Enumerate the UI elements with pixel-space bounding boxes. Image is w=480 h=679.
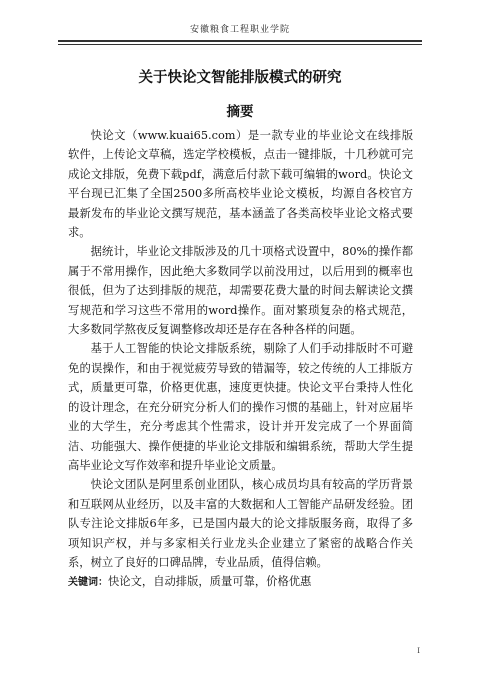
abstract-paragraph-3: 基于人工智能的快论文排版系统，剔除了人们手动排版时不可避免的误操作，和由于视觉疲劳导致的错漏等，较之传统的人工排版方式，质量更可靠，价格更优惠，速度更快捷。快论文平台秉持人性化的设计理念，在充分研究分析人们的操作习惯的基础上，针对应届毕业的大学生，充分考虑其个性需求，设计并开发完成了一个界面简洁、功能强大、操作便捷的毕业论文排版和编辑系统，帮助大学生提高毕业论文写作效率和提升毕业论文质量。 bbox=[68, 342, 413, 472]
keywords-line bbox=[68, 572, 413, 592]
paper-title: 关于快论文智能排版模式的研究 bbox=[138, 70, 342, 86]
abstract-body bbox=[68, 126, 413, 593]
abstract-paragraph-1: 快论文（www.kuai65.com）是一款专业的毕业论文在线排版软件，上传论文草稿，选定学校模板，点击一键排版，十几秒就可完成论文排版，免费下载pdf，满意后付款下载可编辑的word。快论文平台现已汇集了全国2500多所高校毕业论文模板，均源自各校官方最新发布的毕业论文撰写规范，基本涵盖了各类高校毕业论文格式要求。 bbox=[68, 129, 413, 240]
page-number: I bbox=[417, 647, 420, 655]
running-header: 安徽粮食工程职业学院 bbox=[58, 22, 422, 42]
abstract-paragraph-4: 快论文团队是阿里系创业团队，核心成员均具有较高的学历背景和互联网从业经历，以及丰富的大数据和人工智能产品研发经验。团队专注论文排版6年多，已是国内最大的论文排版服务商，取得了多项知识产权，并与多家相关行业龙头企业建立了紧密的战略合作关系，树立了良好的口碑品牌，专业品质，值得信赖。 bbox=[68, 478, 413, 569]
keywords-label: 关键词： bbox=[68, 577, 108, 589]
abstract-paragraph-2: 据统计，毕业论文排版涉及的几十项格式设置中，80%的操作都属于不常用操作，因此绝大多数同学以前没用过，以后用到的概率也很低，但为了达到排版的规范，却需要花费大量的时间去解读论文撰写规范和学习这些不常用的word操作。面对繁琐复杂的格式规范，大多数同学熬夜反复调整修改却还是存在各种各样的问题。 bbox=[68, 245, 413, 337]
keywords-text: 快论文，自动排版，质量可靠，价格优惠 bbox=[108, 575, 312, 589]
abstract-heading: 摘要 bbox=[226, 104, 254, 120]
